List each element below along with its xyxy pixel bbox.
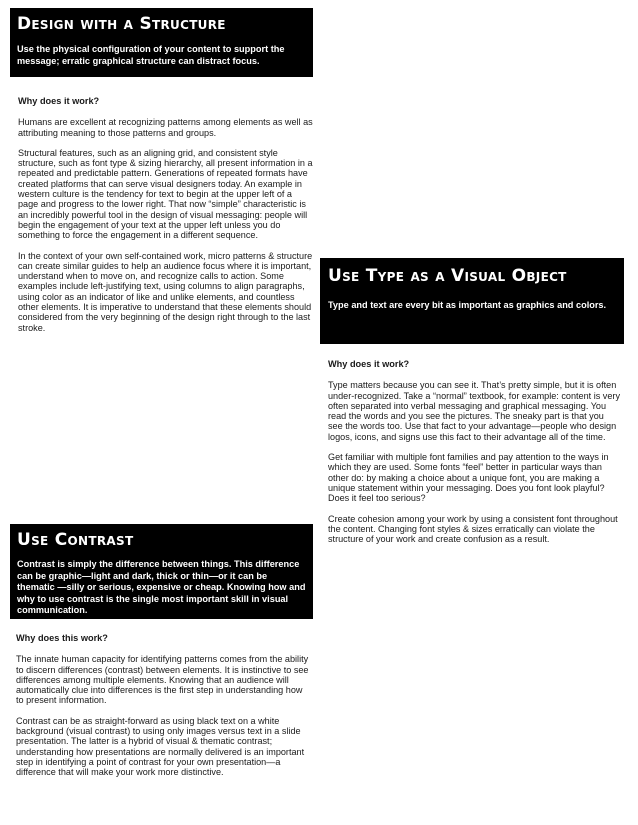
type-paragraph: Create cohesion among your work by using a consistent font throughout the content. Changing font styles & sizes erratically can violate the structure of your work and create confusion as a result. bbox=[328, 513, 618, 545]
type-title: Use Type as a Visual Object bbox=[328, 266, 567, 286]
contrast-paragraph: The innate human capacity for identifying patterns comes from the ability to discern differences (contrast) between elements. It is instinctive to see differences among multiple elements. Knowing that an audience will automatically clue into differences is the first step in understanding how to present information. bbox=[16, 654, 309, 706]
structure-paragraph: Structural features, such as an aligning grid, and consistent style structure, such as font type & sizing hierarchy, all present information in a repeated and predictable pattern. Generations of repeated formats have created platforms that can serve visual designers today. An example in western culture is the tendency for text to begin at the upper left of a page and progress to the lower right. That now “simple” characteristic is an incredibly powerful tool in the design of visual messaging: people will begin the engagement of your text at the upper left unless you do something to force the engagement in a different sequence. bbox=[18, 147, 313, 241]
type-paragraph: Get familiar with multiple font families and pay attention to the ways in which they are used. Some fonts “feel” better in particular ways than other do: by making a choice about a unique font, you are making a unique statement within your messaging. Does you font look playful? Does it feel too serious? bbox=[328, 452, 609, 504]
contrast-question: Why does this work? bbox=[16, 633, 108, 643]
type-question: Why does it work? bbox=[328, 359, 410, 369]
structure-subtitle: Use the physical configuration of your content to support the message; erratic graphical structure can distract focus. bbox=[17, 44, 285, 66]
structure-body bbox=[18, 96, 313, 343]
structure-paragraph: In the context of your own self-contained work, micro patterns & structure can create similar guides to help an audience focus where it is important, understand when to move on, and recognize calls to action. Some examples include left-justifying text, using columns to align paragraphs, using color as an indicator of like and unlike elements, and countless other elements. It is imperative to understand that these elements should considered from the very beginning of the design right through to the last stroke. bbox=[18, 250, 313, 333]
contrast-paragraph: Contrast can be as straight-forward as using black text on a white background (visual contrast) to using only images versus text in a slide presentation. The latter is a hybrid of visual & thematic contrast; understanding how presentations are normally delivered is an important step in identifying a point of contrast for your own presentation—a difference that will make your work more distinctive. bbox=[16, 715, 305, 778]
type-subtitle: Type and text are every bit as important as graphics and colors. bbox=[328, 300, 607, 310]
structure-paragraph: Humans are excellent at recognizing patterns among elements as well as attributing meaning to those patterns and groups. bbox=[18, 117, 313, 138]
type-body bbox=[328, 359, 620, 554]
type-header-box bbox=[320, 258, 624, 344]
contrast-header-box bbox=[10, 524, 313, 619]
contrast-title: Use Contrast bbox=[17, 530, 134, 550]
structure-title: Design with a Structure bbox=[17, 14, 226, 34]
contrast-subtitle: Contrast is simply the difference between things. This difference can be graphic—light and dark, thick or thin—or it can be thematic —silly or serious, expensive or cheap. Knowing how and why to use contrast is the single most important skill in visual communication. bbox=[17, 559, 306, 615]
structure-header-box bbox=[10, 8, 313, 77]
structure-question: Why does it work? bbox=[18, 96, 100, 106]
contrast-body bbox=[16, 633, 311, 788]
type-paragraph: Type matters because you can see it. That’s pretty simple, but it is often under-recognized. Take a “normal” textbook, for example: content is very often separated into verbal messaging and graphical messaging. You read the words and you see the pictures. The sneaky part is that you see the words too. Use that fact to your advantage—people who design logos, icons, and signs use this fact to their advantage all of the time. bbox=[328, 380, 620, 442]
